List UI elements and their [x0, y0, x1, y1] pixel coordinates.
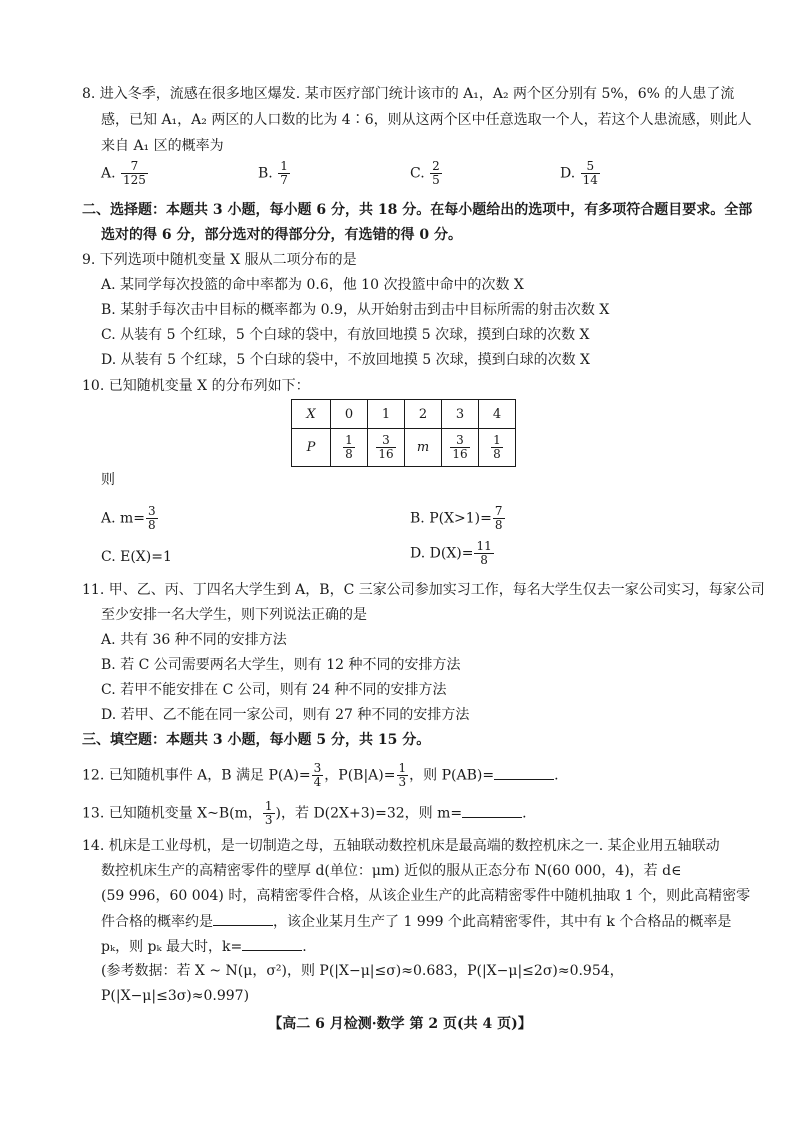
fraction: $\frac{7}{8}$: [494, 504, 503, 532]
q11-option-b[interactable]: B. 若 C 公司需要两名大学生，则有 12 种不同的安排方法: [101, 657, 461, 673]
q12-text-1: 12. 已知随机事件 A，B 满足 P(A)=: [82, 767, 311, 784]
table-cell: [442, 429, 479, 467]
q13-line: [82, 800, 527, 827]
table-header-p: P: [292, 429, 331, 467]
table-cell: [331, 429, 368, 467]
fraction: $\frac{2}{5}$: [432, 159, 440, 187]
q14-line1: 14. 机床是工业母机，是一切制造之母，五轴联动数控机床是最高端的数控机床之一. 某企业用五轴联动: [82, 838, 720, 854]
fraction: $\frac{1}{7}$: [280, 159, 288, 187]
option-text: A. m=: [101, 510, 146, 527]
distribution-table: [291, 399, 516, 467]
answer-blank[interactable]: [494, 765, 554, 780]
q14-reference-2: P(|X−μ|≤3σ)≈0.997): [101, 988, 250, 1004]
answer-blank[interactable]: [462, 803, 522, 818]
fraction: $\frac{3}{16}$: [452, 433, 468, 461]
q14-line2: 数控机床生产的高精密零件的壁厚 d(单位：μm) 近似的服从正态分布 N(60 000，4)，若 d∈: [101, 863, 682, 879]
fraction: $\frac{1}{3}$: [264, 799, 273, 827]
q11-line2: 至少安排一名大学生，则下列说法正确的是: [101, 607, 367, 623]
q8-line1: 8. 进入冬季，流感在很多地区爆发. 某市医疗部门统计该市的 A₁，A₂ 两个区分别有 5%，6% 的人患了流: [82, 86, 735, 102]
q13-text-2: )，若 D(2X+3)=32，则 m=: [275, 805, 463, 822]
table-cell: 2: [405, 400, 442, 429]
option-label: D.: [560, 165, 576, 182]
fraction: $\frac{1}{8}$: [493, 433, 501, 461]
q9-option-b[interactable]: B. 某射手每次击中目标的概率都为 0.9，从开始射击到击中目标所需的射击次数 X: [101, 302, 610, 318]
fraction: $\frac{11}{8}$: [476, 539, 492, 567]
fraction: $\frac{3}{4}$: [313, 761, 322, 789]
q14-line5: [101, 936, 307, 957]
table-row-p: [292, 429, 516, 467]
q9-option-a[interactable]: A. 某同学每次投篮的命中率都为 0.6，他 10 次投篮中命中的次数 X: [101, 277, 524, 293]
table-header-x: X: [292, 400, 331, 429]
table-cell: 4: [479, 400, 516, 429]
q12-line: [82, 762, 559, 789]
q10-option-b[interactable]: [410, 505, 506, 532]
q8-option-c[interactable]: [410, 160, 443, 187]
option-label: B.: [258, 165, 273, 182]
q11-option-d[interactable]: D. 若甲、乙不能在同一家公司，则有 27 种不同的安排方法: [101, 707, 470, 723]
q12-text-3: ，则 P(AB)=: [409, 767, 495, 784]
table-cell: 3: [442, 400, 479, 429]
section2-line1: 二、选择题：本题共 3 小题，每小题 6 分，共 18 分。在每小题给出的选项中，有多项符合题目要求。全部: [82, 202, 753, 218]
q8-line2: 感，已知 A₁，A₂ 两区的人口数的比为 4∶6，则从这两个区中任意选取一个人，若这个人患流感，则此人: [101, 112, 752, 128]
table-cell: m: [405, 429, 442, 467]
q12-text-2: ，P(B|A)=: [324, 767, 396, 784]
q14-line4: [101, 911, 731, 932]
option-text: B. P(X>1)=: [410, 510, 492, 527]
fraction: $\frac{3}{16}$: [378, 433, 394, 461]
table-cell: 0: [331, 400, 368, 429]
q8-option-d[interactable]: [560, 160, 601, 187]
q14-text-4a: 件合格的概率约是: [101, 914, 213, 930]
option-label: A.: [101, 165, 116, 182]
q14-line3: (59 996，60 004) 时，高精密零件合格，从该企业生产的此高精密零件中随机抽取 1 个，则此高精密零: [101, 888, 751, 904]
fraction: $\frac{5}{14}$: [582, 159, 598, 187]
fraction: $\frac{1}{8}$: [345, 433, 353, 461]
q10-option-c[interactable]: C. E(X)=1: [101, 549, 172, 565]
section2-line2: 选对的得 6 分，部分选对的得部分分，有选错的得 0 分。: [101, 227, 462, 243]
fraction: $\frac{7}{125}$: [123, 159, 146, 187]
table-cell: 1: [368, 400, 405, 429]
q8-option-b[interactable]: [258, 160, 291, 187]
q10-then: 则: [101, 472, 115, 488]
section3-heading: 三、填空题：本题共 3 小题，每小题 5 分，共 15 分。: [82, 732, 431, 748]
q13-text-1: 13. 已知随机变量 X~B(m，: [82, 805, 262, 822]
q14-text-5a: pₖ，则 pₖ 最大时，k=: [101, 939, 243, 955]
q11-option-c[interactable]: C. 若甲不能安排在 C 公司，则有 24 种不同的安排方法: [101, 682, 447, 698]
q14-text-5b: .: [302, 939, 307, 955]
q13-text-3: .: [522, 805, 527, 822]
q12-text-4: .: [554, 767, 559, 784]
q10-stem: 10. 已知随机变量 X 的分布列如下：: [82, 378, 310, 394]
option-label: C.: [410, 165, 425, 182]
q9-stem: 9. 下列选项中随机变量 X 服从二项分布的是: [82, 252, 357, 268]
table-cell: [368, 429, 405, 467]
q14-text-4b: ，该企业某月生产了 1 999 个此高精密零件，其中有 k 个合格品的概率是: [273, 914, 732, 930]
q14-reference-1: (参考数据：若 X ~ N(μ，σ²)，则 P(|X−μ|≤σ)≈0.683，P(|X−μ|≤2σ)≈0.954，: [101, 963, 624, 979]
q10-option-d[interactable]: [410, 540, 495, 567]
q9-option-d[interactable]: D. 从装有 5 个红球，5 个白球的袋中，不放回地摸 5 次球，摸到白球的次数 X: [101, 352, 591, 368]
answer-blank[interactable]: [242, 936, 302, 951]
q8-line3: 来自 A₁ 区的概率为: [101, 138, 224, 154]
fraction: $\frac{3}{8}$: [148, 504, 156, 532]
page-footer: 【高二 6 月检测·数学 第 2 页(共 4 页)】: [268, 1016, 532, 1032]
q11-option-a[interactable]: A. 共有 36 种不同的安排方法: [101, 632, 287, 648]
answer-blank[interactable]: [213, 911, 273, 926]
fraction: $\frac{1}{3}$: [398, 761, 407, 789]
q8-option-a[interactable]: [101, 160, 149, 187]
q9-option-c[interactable]: C. 从装有 5 个红球，5 个白球的袋中，有放回地摸 5 次球，摸到白球的次数 X: [101, 327, 590, 343]
q10-option-a[interactable]: [101, 505, 159, 532]
table-row-x: [292, 400, 516, 429]
option-text: D. D(X)=: [410, 545, 474, 562]
q11-line1: 11. 甲、乙、丙、丁四名大学生到 A，B，C 三家公司参加实习工作，每名大学生仅去一家公司实习，每家公司: [82, 582, 765, 598]
table-cell: [479, 429, 516, 467]
